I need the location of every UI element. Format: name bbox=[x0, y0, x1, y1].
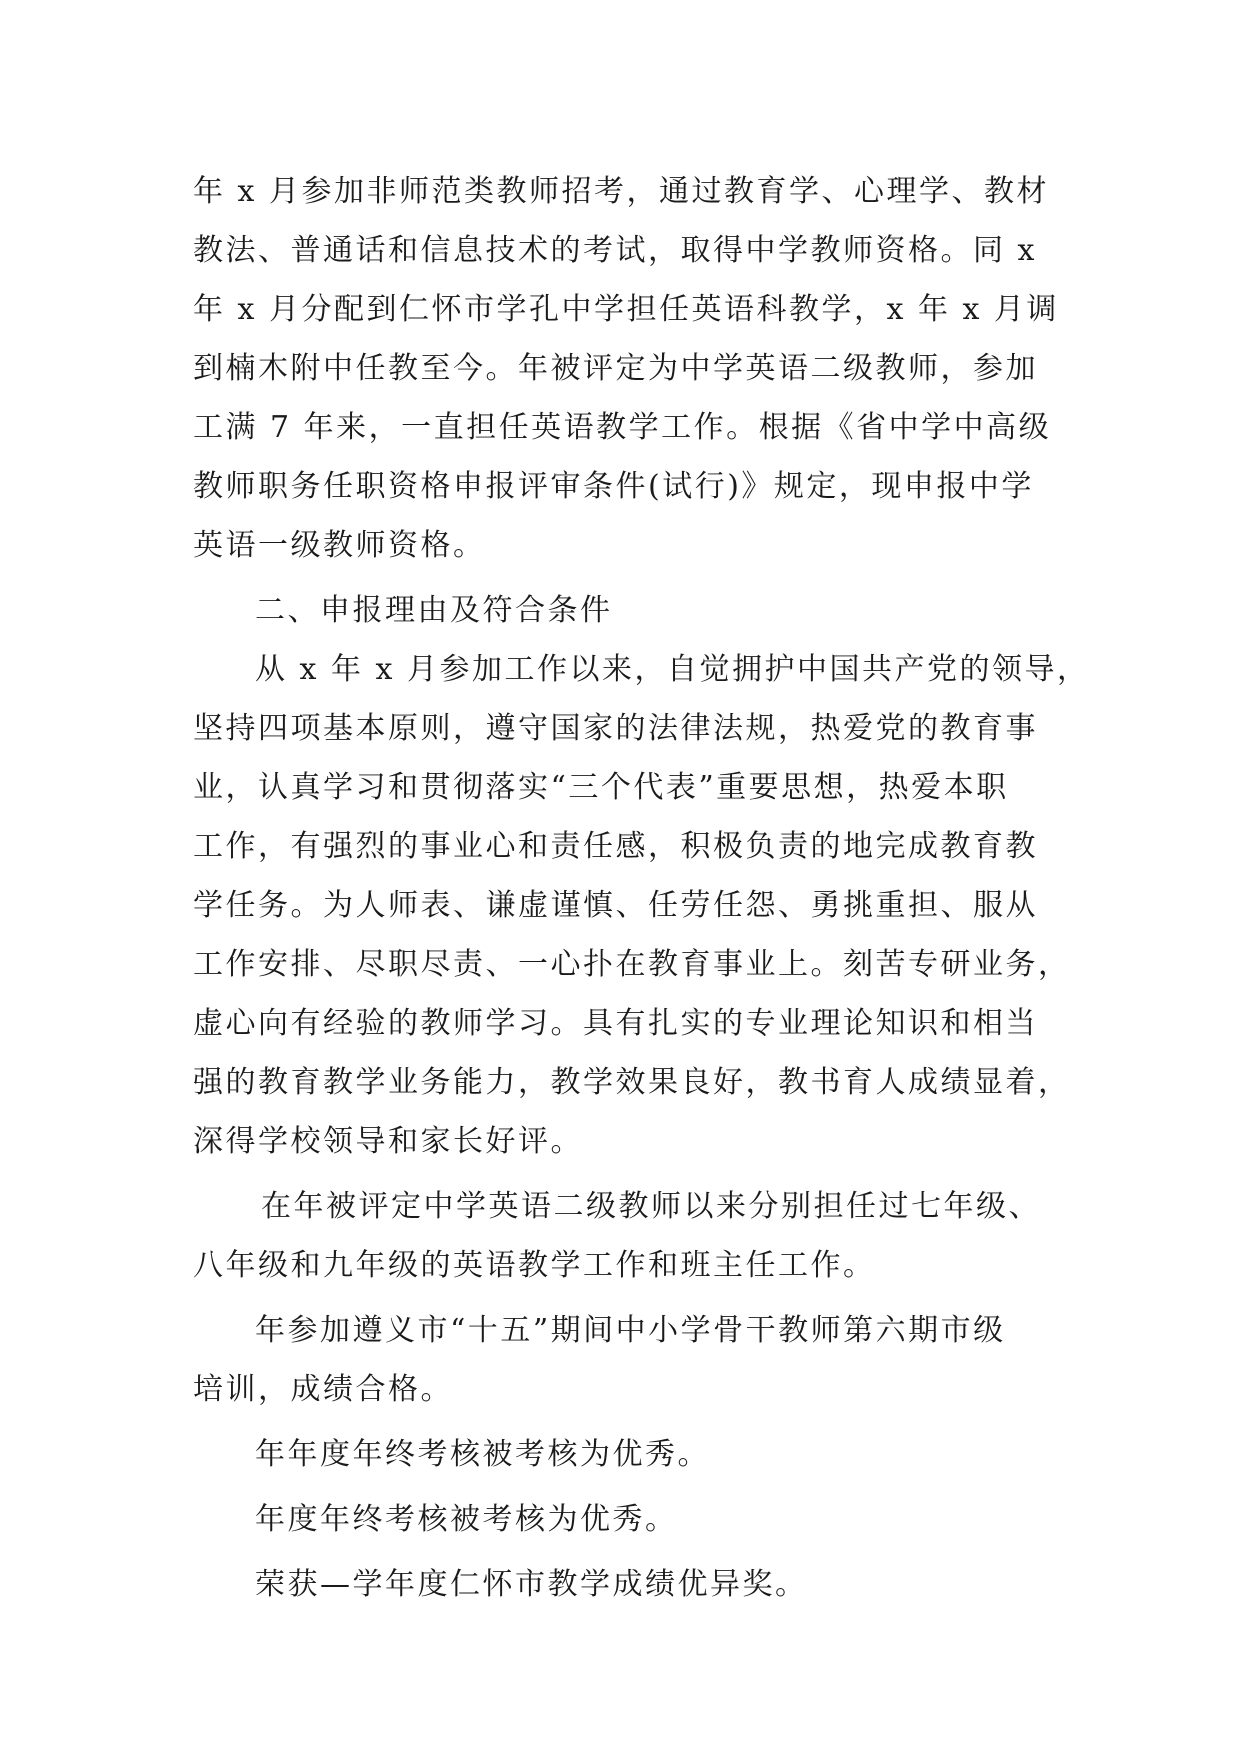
text-line: 业，认真学习和贯彻落实“三个代表”重要思想，热爱本职 bbox=[193, 770, 1009, 805]
paragraph-intro bbox=[193, 162, 1063, 575]
text-line: 坚持四项基本原则，遵守国家的法律法规，热爱党的教育事 bbox=[193, 711, 1038, 746]
paragraph-teaching-history bbox=[193, 1177, 1063, 1295]
text-line: 年参加遵义市“十五”期间中小学骨干教师第六期市级 bbox=[255, 1313, 1006, 1348]
text-line: 在年被评定中学英语二级教师以来分别担任过七年级、 bbox=[261, 1189, 1041, 1224]
text-line: 培训，成绩合格。 bbox=[193, 1372, 453, 1407]
paragraph-assessment-2: 年度年终考核被考核为优秀。 bbox=[255, 1502, 678, 1537]
text-line: 年 x 月参加非师范类教师招考，通过教育学、心理学、教材 bbox=[193, 174, 1049, 209]
section-heading: 二、申报理由及符合条件 bbox=[255, 593, 613, 628]
text-line: 英语一级教师资格。 bbox=[193, 528, 486, 563]
text-line: 学任务。为人师表、谦虚谨慎、任劳任怨、勇挑重担、服从 bbox=[193, 888, 1038, 923]
paragraph-reasons bbox=[193, 640, 1090, 1171]
text-line: 八年级和九年级的英语教学工作和班主任工作。 bbox=[193, 1248, 876, 1283]
text-line: 到楠木附中任教至今。年被评定为中学英语二级教师，参加 bbox=[193, 351, 1038, 386]
text-line: 教师职务任职资格申报评审条件(试行)》规定，现申报中学 bbox=[193, 469, 1034, 504]
text-line: 深得学校领导和家长好评。 bbox=[193, 1124, 583, 1159]
text-line: 工作，有强烈的事业心和责任感，积极负责的地完成教育教 bbox=[193, 829, 1038, 864]
text-line: 教法、普通话和信息技术的考试，取得中学教师资格。同 x bbox=[193, 233, 1037, 268]
paragraph-training bbox=[193, 1301, 1063, 1419]
text-line: 虚心向有经验的教师学习。具有扎实的专业理论知识和相当 bbox=[193, 1006, 1038, 1041]
paragraph-assessment-1: 年年度年终考核被考核为优秀。 bbox=[255, 1437, 710, 1472]
text-line: 年 x 月分配到仁怀市学孔中学担任英语科教学，x 年 x 月调 bbox=[193, 292, 1059, 327]
text-line: 从 x 年 x 月参加工作以来，自觉拥护中国共产党的领导， bbox=[255, 652, 1090, 687]
paragraph-award: 荣获—学年度仁怀市教学成绩优异奖。 bbox=[255, 1567, 808, 1602]
text-line: 强的教育教学业务能力，教学效果良好，教书育人成绩显着， bbox=[193, 1065, 1071, 1100]
document-body bbox=[193, 162, 1090, 1614]
text-line: 工满 7 年来，一直担任英语教学工作。根据《省中学中高级 bbox=[193, 410, 1052, 445]
text-line: 工作安排、尽职尽责、一心扑在教育事业上。刻苦专研业务， bbox=[193, 947, 1071, 982]
